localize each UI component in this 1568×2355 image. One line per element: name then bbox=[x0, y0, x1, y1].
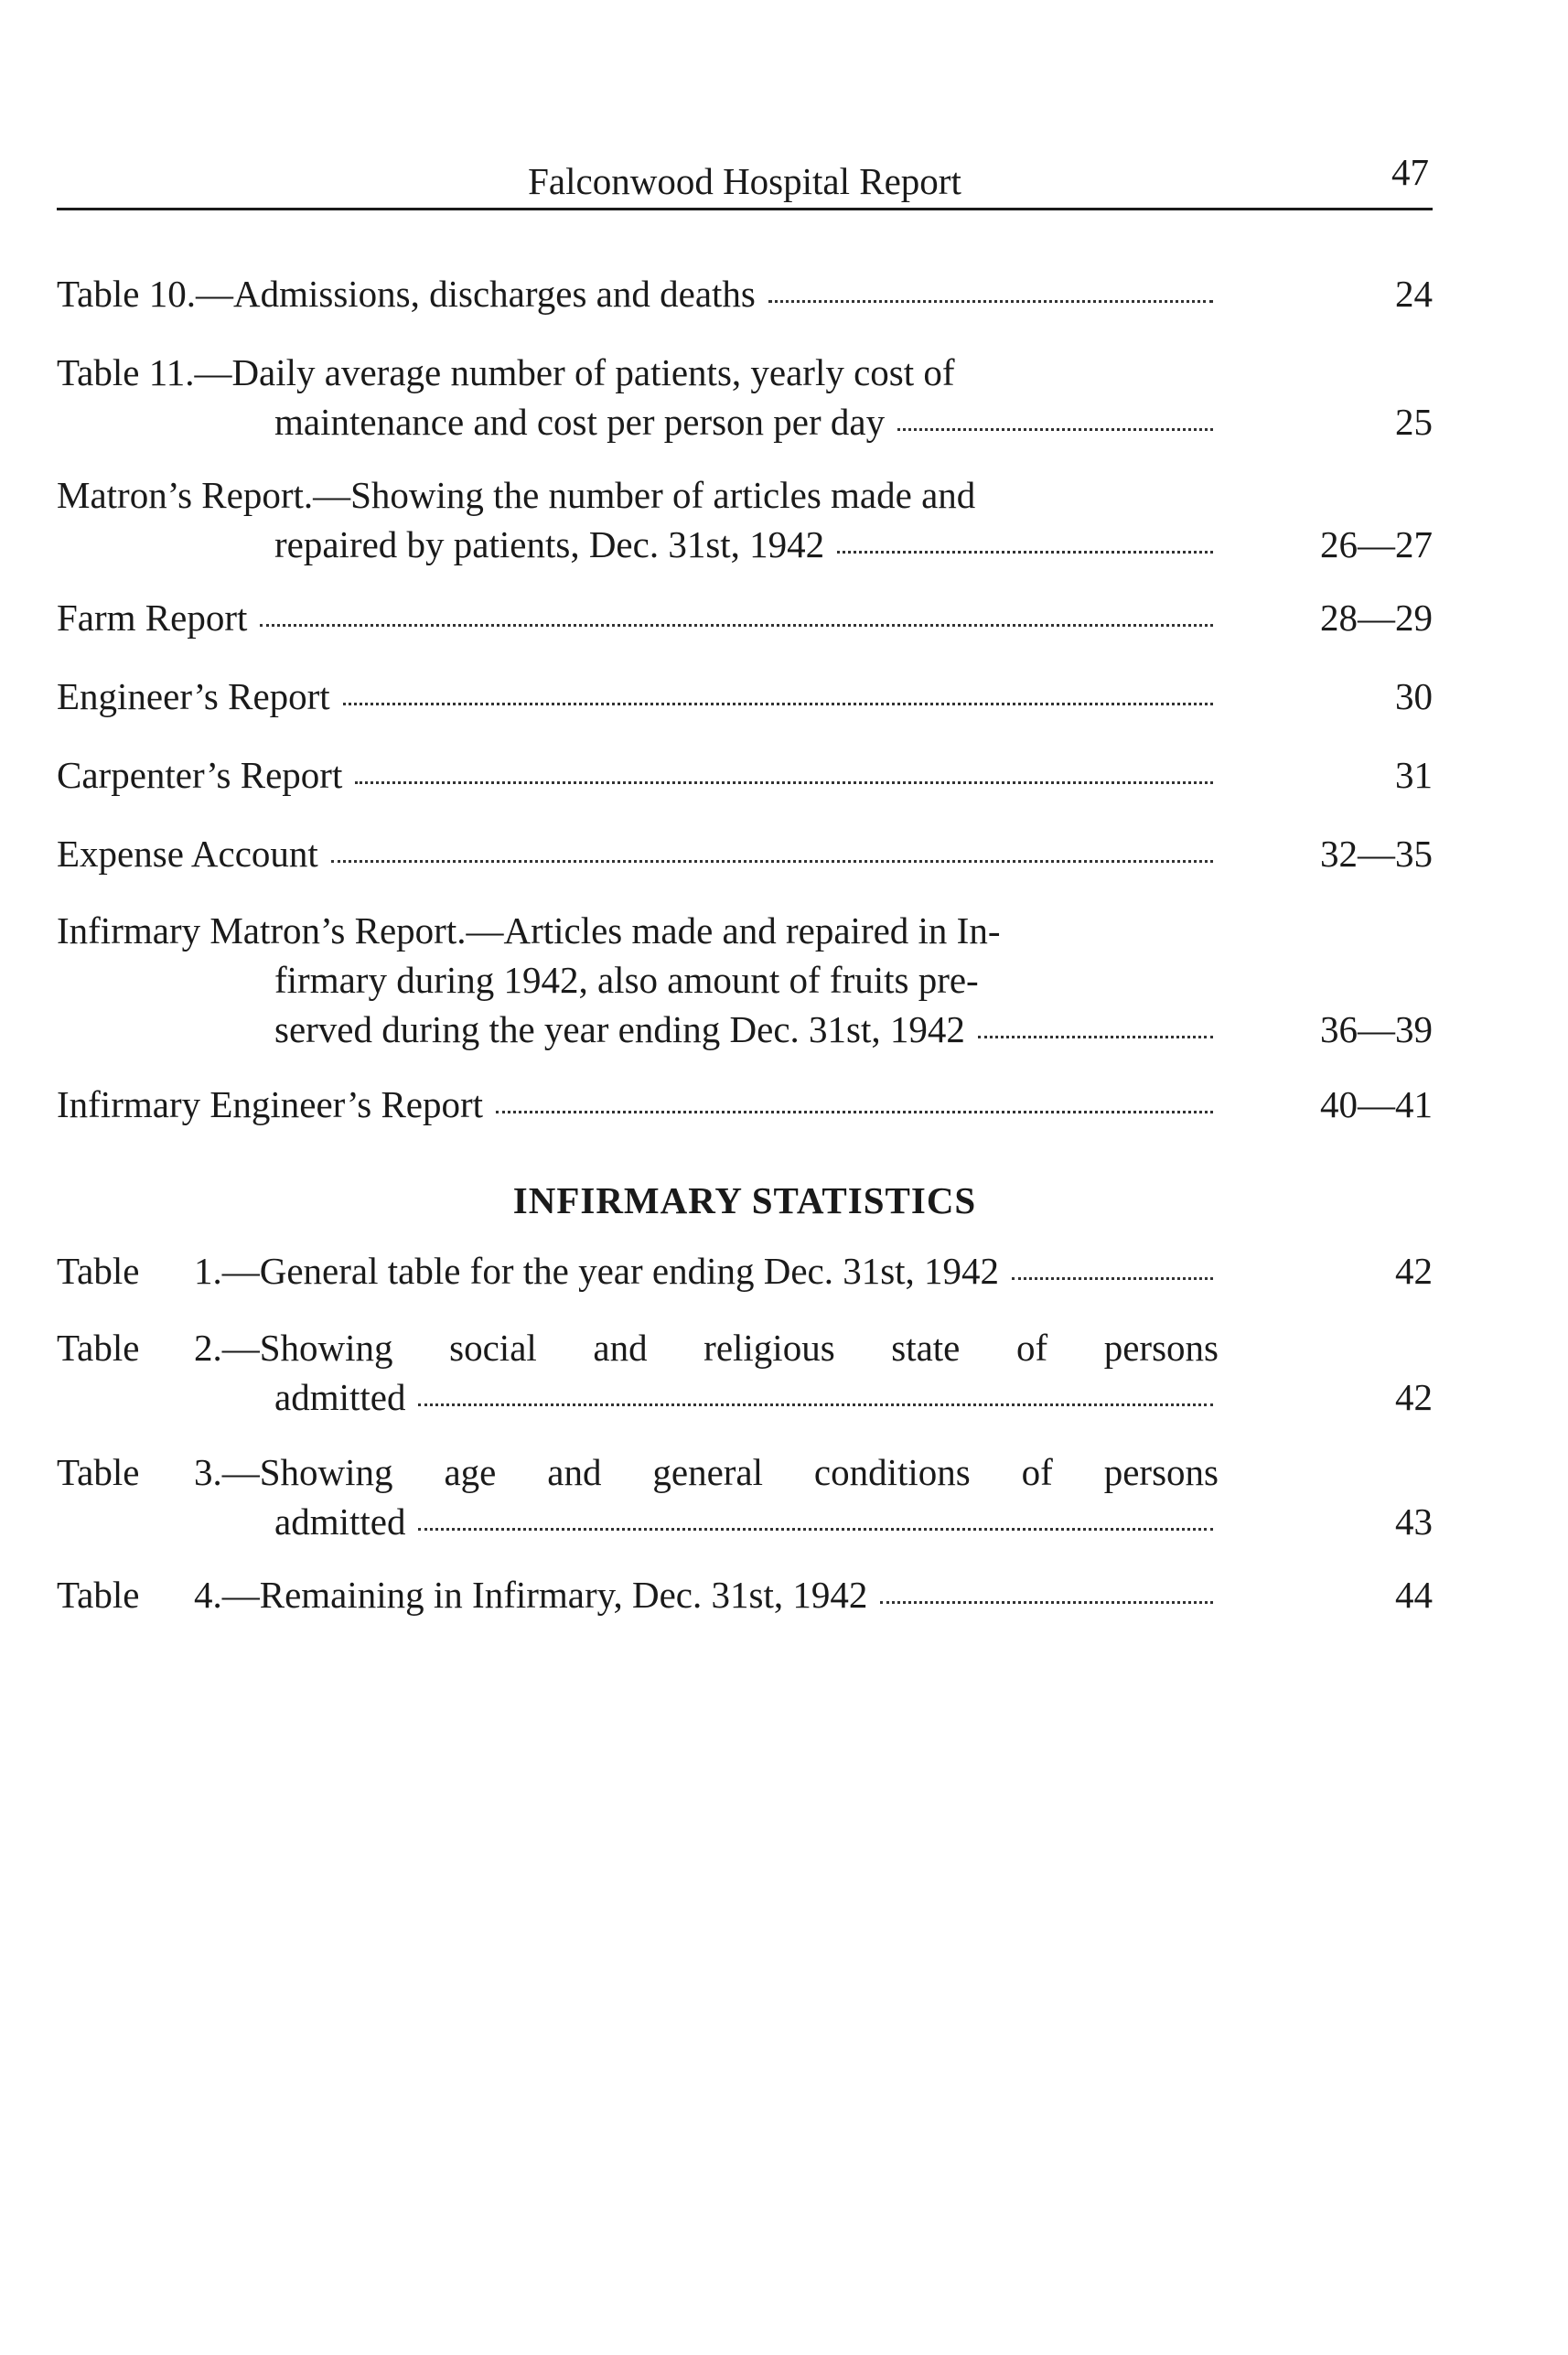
entry-page: 40—41 bbox=[1320, 1083, 1433, 1125]
entry-page: 25 bbox=[1395, 401, 1433, 443]
entry-text: Infirmary Matron’s Report.—Articles made and repaired in In- bbox=[57, 909, 1001, 952]
dot-leader bbox=[496, 1111, 1213, 1113]
entry-text: Matron’s Report.—Showing the number of articles made and bbox=[57, 474, 976, 516]
dot-leader bbox=[978, 1036, 1213, 1038]
dot-leader bbox=[418, 1403, 1213, 1406]
toc-entry-infirmary-engineers-report bbox=[57, 1080, 1433, 1129]
entry-page: 42 bbox=[1395, 1250, 1433, 1292]
entry-page: 32—35 bbox=[1320, 833, 1433, 875]
entry-text-continued: served during the year ending Dec. 31st, 1942 bbox=[274, 1008, 965, 1050]
running-title: Falconwood Hospital Report bbox=[528, 160, 961, 202]
toc-entry-farm-report bbox=[57, 593, 1433, 642]
entry-page: 30 bbox=[1395, 675, 1433, 717]
toc-entry-infirmary-table-4 bbox=[57, 1570, 1433, 1619]
header-rule bbox=[57, 208, 1433, 210]
dot-leader bbox=[897, 428, 1213, 431]
entry-text-continued: firmary during 1942, also amount of fruits pre- bbox=[274, 959, 979, 1001]
dot-leader bbox=[343, 703, 1213, 705]
entry-page: 36—39 bbox=[1320, 1008, 1433, 1050]
entry-text: Farm Report bbox=[57, 597, 248, 639]
entry-text-continued: admitted bbox=[274, 1500, 406, 1543]
section-heading: INFIRMARY STATISTICS bbox=[512, 1179, 977, 1221]
entry-page: 28—29 bbox=[1320, 597, 1433, 639]
toc-entry-engineers-report bbox=[57, 672, 1433, 721]
entry-text: 4.—Remaining in Infirmary, Dec. 31st, 1942 bbox=[194, 1574, 868, 1616]
toc-entry-infirmary-table-2 bbox=[57, 1323, 1433, 1422]
dot-leader bbox=[768, 300, 1213, 303]
entry-text: Carpenter’s Report bbox=[57, 754, 343, 796]
dot-leader bbox=[331, 860, 1213, 863]
toc-entry-table-10 bbox=[57, 269, 1433, 318]
entry-text: 3.—Showing age and general conditions of persons bbox=[194, 1451, 1219, 1493]
dot-leader bbox=[418, 1528, 1213, 1531]
entry-page: 42 bbox=[1395, 1376, 1433, 1418]
table-label: Table bbox=[57, 1451, 140, 1493]
table-label: Table bbox=[57, 1574, 140, 1616]
entry-text-continued: maintenance and cost per person per day bbox=[274, 401, 886, 443]
dot-leader bbox=[880, 1601, 1213, 1604]
toc-entry-matrons-report bbox=[57, 470, 1433, 569]
table-label: Table bbox=[57, 1327, 140, 1369]
entry-text-continued: admitted bbox=[274, 1376, 406, 1418]
entry-text: Engineer’s Report bbox=[57, 675, 330, 717]
entry-page: 44 bbox=[1395, 1574, 1433, 1616]
table-label: Table bbox=[57, 1250, 140, 1292]
dot-leader bbox=[355, 781, 1213, 784]
entry-text: Infirmary Engineer’s Report bbox=[57, 1083, 484, 1125]
toc-entry-table-11 bbox=[57, 348, 1433, 446]
page-header bbox=[57, 151, 1433, 210]
entry-text: 1.—General table for the year ending Dec. 31st, 1942 bbox=[194, 1250, 1000, 1292]
entry-page: 31 bbox=[1395, 754, 1433, 796]
entry-page: 43 bbox=[1395, 1500, 1433, 1543]
dot-leader bbox=[837, 551, 1213, 554]
dot-leader bbox=[260, 624, 1213, 627]
toc-entry-infirmary-table-1 bbox=[57, 1246, 1433, 1296]
page-number: 47 bbox=[1391, 151, 1429, 193]
entry-text: Table 10.—Admissions, discharges and deaths bbox=[57, 273, 756, 315]
toc-entry-infirmary-table-3 bbox=[57, 1447, 1433, 1546]
entry-text: Expense Account bbox=[57, 833, 318, 875]
toc-entry-infirmary-matrons-report bbox=[57, 906, 1433, 1054]
entry-text: 2.—Showing social and religious state of persons bbox=[194, 1327, 1219, 1369]
entry-text-continued: repaired by patients, Dec. 31st, 1942 bbox=[274, 523, 825, 565]
entry-page: 26—27 bbox=[1320, 523, 1433, 565]
entry-page: 24 bbox=[1395, 273, 1433, 315]
toc-entry-carpenters-report bbox=[57, 750, 1433, 800]
dot-leader bbox=[1012, 1277, 1213, 1280]
entry-text: Table 11.—Daily average number of patients, yearly cost of bbox=[57, 351, 955, 393]
toc-entry-expense-account bbox=[57, 829, 1433, 878]
